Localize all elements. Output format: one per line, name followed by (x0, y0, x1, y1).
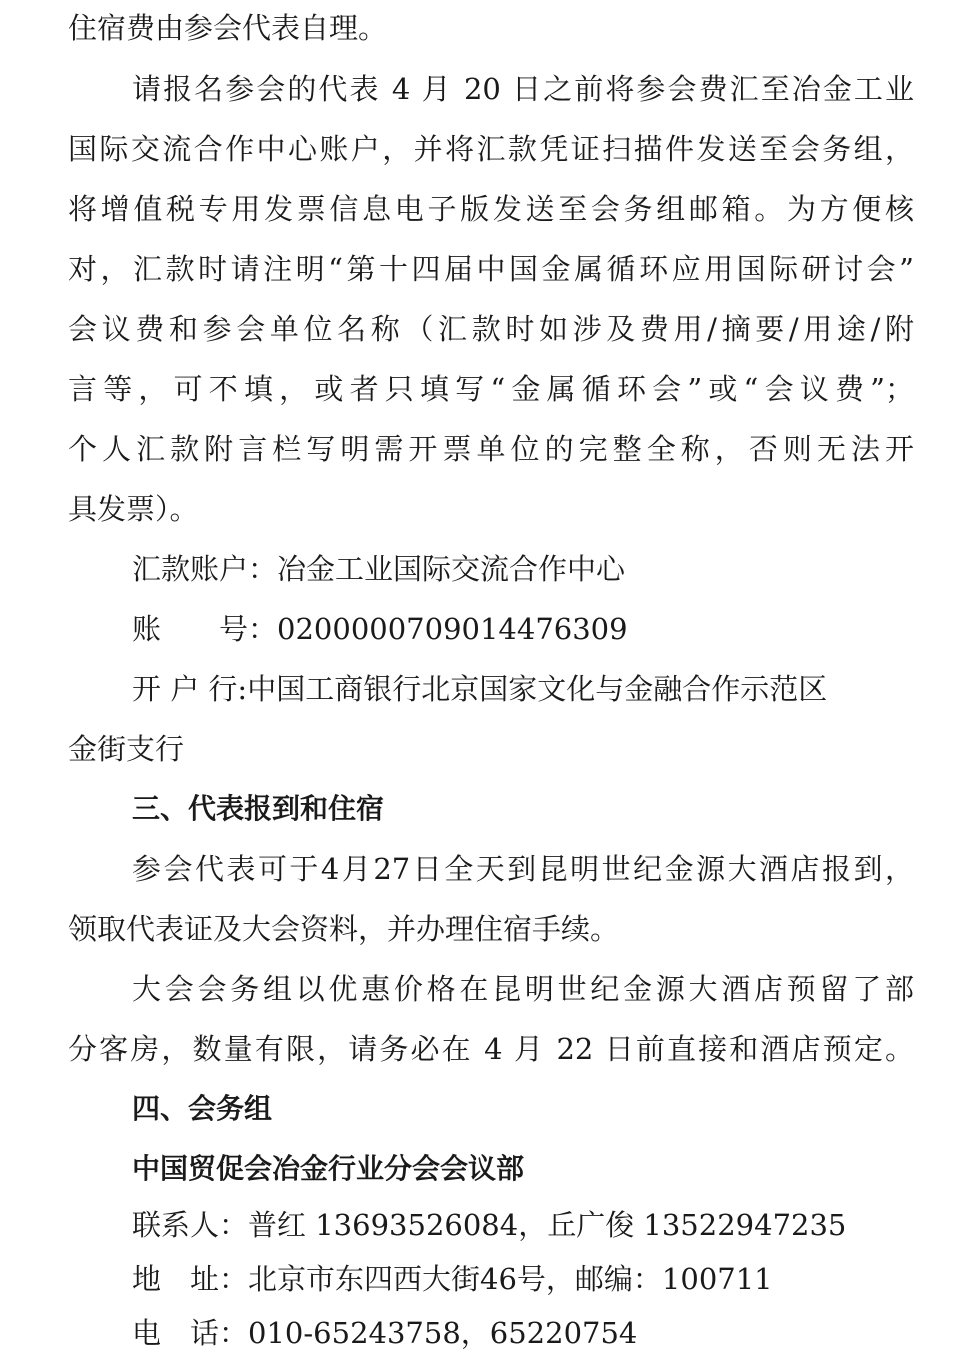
bank-value-continued: 金街支行 (68, 732, 185, 766)
account-number-value: 0200000709014476309 (277, 612, 628, 646)
payment-paragraph-line: 对，汇款时请注明“第十四届中国金属循环应用国际研讨会” (68, 252, 914, 286)
contact-label: 联系人： (132, 1208, 249, 1242)
accommodation-note: 住宿费由参会代表自理。 (68, 11, 388, 45)
address-label: 地 址： (132, 1262, 249, 1296)
section-3-heading: 三、代表报到和住宿 (132, 792, 385, 825)
payment-paragraph-line: 具发票）。 (68, 492, 199, 526)
organizer-name: 中国贸促会冶金行业分会会议部 (132, 1152, 525, 1185)
phone-label: 电 话： (132, 1316, 249, 1350)
account-name-label: 汇款账户： (132, 552, 278, 586)
payment-paragraph-line: 会议费和参会单位名称（汇款时如涉及费用/摘要/用途/附 (68, 312, 914, 346)
phone-row (132, 1313, 637, 1353)
address-value: 北京市东四西大街46号，邮编：100711 (248, 1262, 773, 1296)
payment-paragraph-line: 将增值税专用发票信息电子版发送至会务组邮箱。为方便核 (68, 192, 914, 226)
registration-paragraph-line: 领取代表证及大会资料，并办理住宿手续。 (68, 912, 620, 946)
payment-paragraph-line: 国际交流合作中心账户，并将汇款凭证扫描件发送至会务组， (68, 132, 914, 166)
registration-paragraph-line: 参会代表可于4月27日全天到昆明世纪金源大酒店报到， (132, 852, 914, 886)
contact-row (132, 1205, 846, 1245)
payment-paragraph-line: 言等，可不填，或者只填写“金属循环会”或“会议费”； (68, 372, 914, 406)
hotel-paragraph-line: 分客房，数量有限，请务必在 4 月 22 日前直接和酒店预定。 (68, 1032, 914, 1066)
account-name-row (132, 549, 625, 589)
contact-value: 普红 13693526084，丘广俊 13522947235 (248, 1208, 847, 1242)
bank-row (132, 669, 827, 709)
account-name-value: 冶金工业国际交流合作中心 (277, 552, 626, 586)
phone-value: 010-65243758，65220754 (248, 1316, 638, 1350)
account-number-row (132, 609, 628, 649)
account-number-label: 账 号： (132, 612, 278, 646)
bank-label: 开 户 行: (132, 672, 248, 706)
payment-paragraph-line: 请报名参会的代表 4 月 20 日之前将参会费汇至冶金工业 (132, 72, 914, 106)
payment-paragraph-line: 个人汇款附言栏写明需开票单位的完整全称，否则无法开 (68, 432, 914, 466)
section-4-heading: 四、会务组 (132, 1092, 273, 1125)
hotel-paragraph-line: 大会会务组以优惠价格在昆明世纪金源大酒店预留了部 (132, 972, 914, 1006)
address-row (132, 1259, 773, 1299)
bank-value: 中国工商银行北京国家文化与金融合作示范区 (247, 672, 828, 706)
